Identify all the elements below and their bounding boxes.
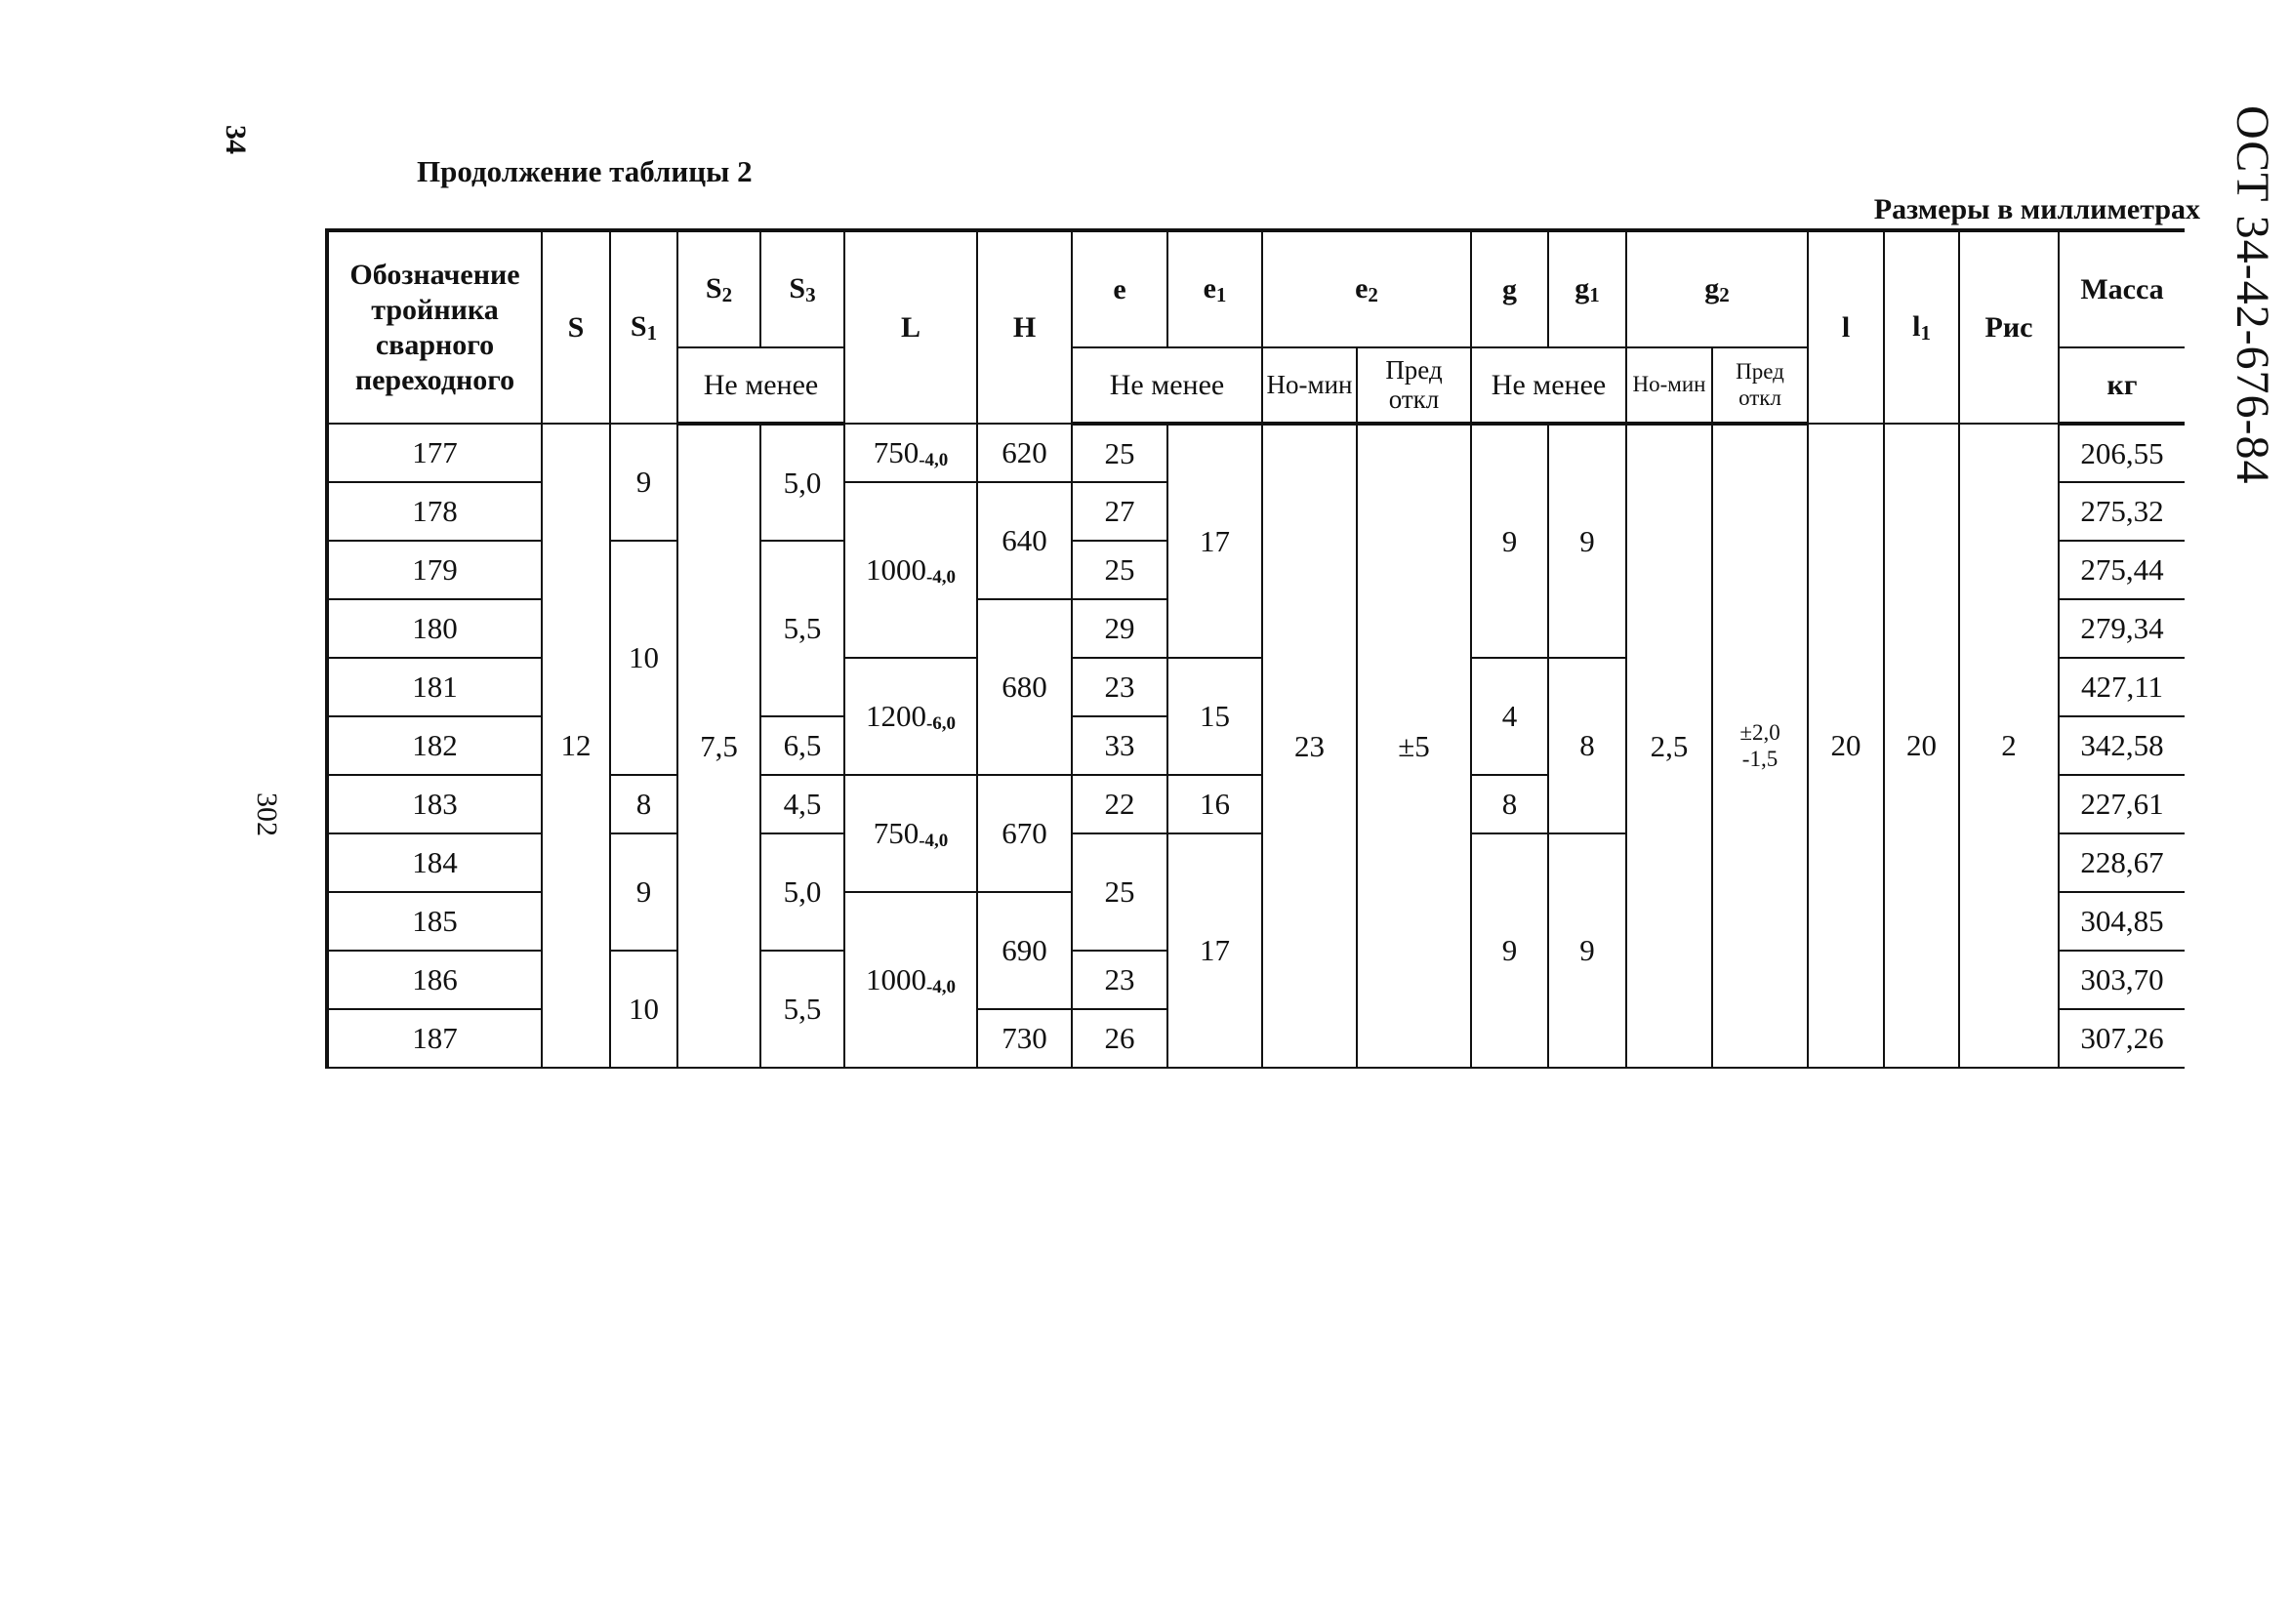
designation-cell: 178 <box>327 482 542 541</box>
table-title: Продолжение таблицы 2 <box>417 154 753 188</box>
header-e: e <box>1072 230 1167 347</box>
mass-cell: 206,55 <box>2059 424 2185 482</box>
g2-deviation-minus: -1,5 <box>1741 746 1779 771</box>
page-number-top: 34 <box>220 125 252 154</box>
units-note: Размеры в миллиметрах <box>1873 193 2200 225</box>
l-tolerance: -4,0 <box>919 830 949 851</box>
header-g1 <box>1548 230 1626 347</box>
h-cell: 690 <box>977 892 1072 1009</box>
l1-cell: 20 <box>1884 424 1959 1068</box>
mass-cell: 307,26 <box>2059 1009 2185 1068</box>
header-not-less-s: Не менее <box>677 347 844 424</box>
e2-deviation-cell: ±5 <box>1357 424 1471 1068</box>
s1-cell: 9 <box>610 424 677 541</box>
header-l1-index: 1 <box>1920 320 1931 345</box>
mass-cell: 275,32 <box>2059 482 2185 541</box>
e-cell: 25 <box>1072 541 1167 599</box>
e-cell: 23 <box>1072 951 1167 1009</box>
s3-cell: 5,5 <box>760 541 844 716</box>
s1-cell: 9 <box>610 833 677 951</box>
h-cell: 730 <box>977 1009 1072 1068</box>
l-value: 1000 <box>865 961 926 996</box>
e-cell: 26 <box>1072 1009 1167 1068</box>
l-value: 750 <box>873 434 920 469</box>
header-e1-index: 1 <box>1215 282 1227 306</box>
s1-cell: 8 <box>610 775 677 833</box>
g2-nominal-cell: 2,5 <box>1626 424 1712 1068</box>
dimensions-table <box>325 228 2185 1069</box>
s-cell: 12 <box>542 424 610 1068</box>
s3-cell: 5,0 <box>760 424 844 541</box>
g2-deviation-plus: ±2,0 <box>1739 720 1780 746</box>
header-l: L <box>844 230 977 424</box>
header-e2 <box>1262 230 1471 347</box>
mass-cell: 427,11 <box>2059 658 2185 716</box>
header-l1-letter: l <box>1912 309 1921 343</box>
l-tolerance: -6,0 <box>925 712 957 734</box>
designation-cell: 184 <box>327 833 542 892</box>
designation-cell: 186 <box>327 951 542 1009</box>
header-g: g <box>1471 230 1548 347</box>
header-s: S <box>542 230 610 424</box>
l-tolerance: -4,0 <box>925 976 957 997</box>
h-cell: 640 <box>977 482 1072 599</box>
header-s3-index: 3 <box>805 282 816 306</box>
header-ris: Рис <box>1959 230 2059 424</box>
s2-cell: 7,5 <box>677 424 760 1068</box>
l-cell <box>844 424 977 482</box>
g-cell: 9 <box>1471 424 1548 658</box>
designation-cell: 187 <box>327 1009 542 1068</box>
designation-cell: 185 <box>327 892 542 951</box>
g2-deviation-cell <box>1712 424 1808 1068</box>
l-cell <box>844 658 977 775</box>
table-row <box>327 424 2185 482</box>
e-cell: 27 <box>1072 482 1167 541</box>
mass-cell: 342,58 <box>2059 716 2185 775</box>
header-g2-index: 2 <box>1719 282 1730 306</box>
e1-cell: 16 <box>1167 775 1262 833</box>
g1-cell: 9 <box>1548 833 1626 1068</box>
header-mass: Масса <box>2059 230 2185 347</box>
header-s1-index: 1 <box>646 320 658 345</box>
e-cell: 29 <box>1072 599 1167 658</box>
mass-cell: 279,34 <box>2059 599 2185 658</box>
header-designation: Обозначение тройника сварного переходного <box>327 230 542 424</box>
s1-cell: 10 <box>610 541 677 775</box>
mass-cell: 228,67 <box>2059 833 2185 892</box>
e2-nominal-cell: 23 <box>1262 424 1357 1068</box>
h-cell: 680 <box>977 599 1072 775</box>
header-g1-index: 1 <box>1589 282 1600 306</box>
header-e1 <box>1167 230 1262 347</box>
header-not-less-g: Не менее <box>1471 347 1626 424</box>
l-tolerance: -4,0 <box>919 449 949 470</box>
mass-cell: 227,61 <box>2059 775 2185 833</box>
e-cell: 22 <box>1072 775 1167 833</box>
mass-cell: 275,44 <box>2059 541 2185 599</box>
mass-cell: 304,85 <box>2059 892 2185 951</box>
e-cell: 33 <box>1072 716 1167 775</box>
dimensions-table-wrapper <box>325 228 2185 1079</box>
l-cell <box>844 892 977 1068</box>
header-e2-index: 2 <box>1368 282 1378 306</box>
header-s2-letter: S <box>705 271 722 304</box>
l-value: 1000 <box>865 551 926 587</box>
header-s1-letter: S <box>630 309 647 343</box>
page-number-side: 302 <box>251 792 283 836</box>
designation-cell: 183 <box>327 775 542 833</box>
header-s2 <box>677 230 760 347</box>
e-cell: 25 <box>1072 833 1167 951</box>
g1-cell: 8 <box>1548 658 1626 833</box>
h-cell: 670 <box>977 775 1072 892</box>
l-cell <box>844 482 977 658</box>
g-cell: 4 <box>1471 658 1548 775</box>
header-g1-letter: g <box>1574 271 1590 304</box>
header-g2 <box>1626 230 1808 347</box>
header-s2-index: 2 <box>721 282 733 306</box>
h-cell: 620 <box>977 424 1072 482</box>
document-code: ОСТ 34-42-676-84 <box>2227 105 2278 485</box>
l-small-cell: 20 <box>1808 424 1884 1068</box>
header-g2-letter: g <box>1704 271 1720 304</box>
g1-cell: 9 <box>1548 424 1626 658</box>
header-h: H <box>977 230 1072 424</box>
designation-cell: 177 <box>327 424 542 482</box>
s3-cell: 5,5 <box>760 951 844 1068</box>
l-value: 1200 <box>865 698 926 733</box>
header-g2-pred: Пред откл <box>1712 347 1808 424</box>
header-s3 <box>760 230 844 347</box>
e1-cell: 17 <box>1167 424 1262 658</box>
e-cell: 25 <box>1072 424 1167 482</box>
designation-cell: 182 <box>327 716 542 775</box>
e1-cell: 17 <box>1167 833 1262 1068</box>
s1-cell: 10 <box>610 951 677 1068</box>
header-g2-nomin: Но-мин <box>1626 347 1712 424</box>
header-s1 <box>610 230 677 424</box>
header-l-small: l <box>1808 230 1884 424</box>
g-cell: 9 <box>1471 833 1548 1068</box>
s3-cell: 5,0 <box>760 833 844 951</box>
designation-cell: 180 <box>327 599 542 658</box>
header-l1 <box>1884 230 1959 424</box>
g-cell: 8 <box>1471 775 1548 833</box>
header-kg: кг <box>2059 347 2185 424</box>
header-e1-letter: e <box>1203 271 1216 304</box>
designation-cell: 181 <box>327 658 542 716</box>
e1-cell: 15 <box>1167 658 1262 775</box>
mass-cell: 303,70 <box>2059 951 2185 1009</box>
l-cell <box>844 775 977 892</box>
l-value: 750 <box>873 815 920 850</box>
e-cell: 23 <box>1072 658 1167 716</box>
header-e2-nomin: Но-мин <box>1262 347 1357 424</box>
header-not-less-e: Не менее <box>1072 347 1262 424</box>
header-e2-letter: e <box>1355 271 1369 304</box>
header-e2-pred: Пред откл <box>1357 347 1471 424</box>
ris-cell: 2 <box>1959 424 2059 1068</box>
s3-cell: 6,5 <box>760 716 844 775</box>
designation-cell: 179 <box>327 541 542 599</box>
s3-cell: 4,5 <box>760 775 844 833</box>
l-tolerance: -4,0 <box>925 566 957 588</box>
header-s3-letter: S <box>789 271 806 304</box>
